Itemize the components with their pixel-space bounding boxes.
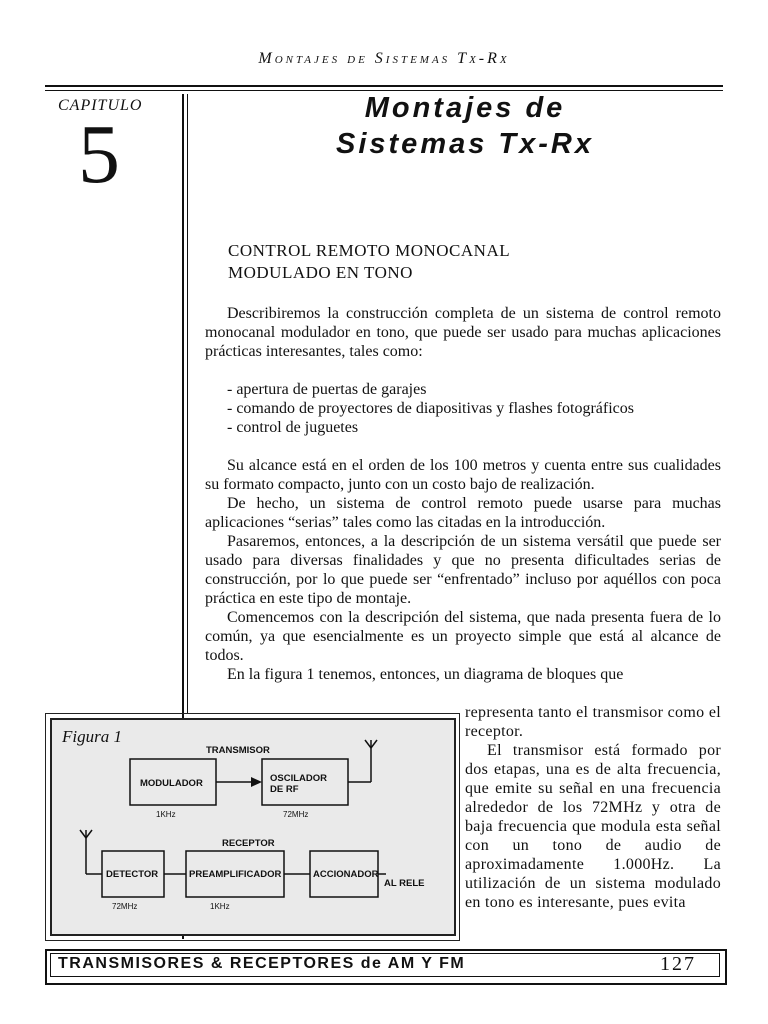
tx-freq-1khz: 1KHz — [156, 810, 176, 819]
paragraph-intro: Describiremos la construcción completa de un sistema de control remoto monocanal modulador en tono, que puede ser usado para muchas aplicaciones prácticas interesantes, tales como: — [205, 305, 721, 360]
paragraph-4: Comencemos con la descripción del sistema, que nada presenta fuera de lo común, ya que esencialmente es un proyecto simple que está al alcance de todos. — [205, 609, 721, 664]
chapter-label: CAPITULO — [58, 97, 143, 114]
list-item: - apertura de puertas de garajes — [227, 381, 427, 398]
body-text-block — [205, 304, 721, 684]
running-head-text: Montajes de Sistemas Tx-Rx — [258, 50, 510, 67]
header-rule — [45, 85, 723, 87]
paragraph-1: Su alcance está en el orden de los 100 metros y cuenta entre sus cualidades su formato compacto, junto con un costo bajo de realización. — [205, 457, 721, 493]
page-number: 127 — [660, 953, 696, 975]
receptor-label: RECEPTOR — [222, 838, 275, 849]
book-title: TRANSMISORES & RECEPTORES de AM Y FM — [58, 955, 466, 972]
rx-freq-1khz: 1KHz — [210, 902, 230, 911]
block-diagram — [50, 718, 452, 932]
running-head — [0, 50, 768, 68]
chapter-title-line2: Sistemas Tx-Rx — [336, 128, 594, 160]
chapter-number: 5 — [78, 108, 120, 201]
section-heading-line1: CONTROL REMOTO MONOCANAL — [228, 241, 511, 260]
section-heading-line2: MODULADO EN TONO — [228, 263, 413, 282]
oscilador-label-line2: DE RF — [270, 784, 299, 795]
paragraph-2: De hecho, un sistema de control remoto puede usarse para muchas aplicaciones “serias” tales como las citadas en la introducción. — [205, 495, 721, 531]
transmisor-label: TRANSMISOR — [206, 745, 270, 756]
right-column-text — [465, 703, 721, 912]
rx-freq-72mhz: 72MHz — [112, 902, 138, 911]
paragraph-6: El transmisor está formado por dos etapas, una es de alta frecuencia, que emite su señal en una frecuencia alrededor de los 72MHz y otra de baja frecuencia que modula esta señal con un tono de audio de aproximadamente 1.000Hz. La utilización de un sistema modulado en tono es interesante, pues evita — [465, 742, 721, 911]
paragraph-5-start: En la figura 1 tenemos, entonces, un diagrama de bloques que — [227, 666, 624, 683]
preamplificador-label: PREAMPLIFICADOR — [189, 869, 282, 880]
section-heading — [228, 240, 510, 284]
paragraph-3: Pasaremos, entonces, a la descripción de un sistema versátil que puede ser usado para diversas finalidades y que no presenta dificultades serias de construcción, por lo que puede ser “enfrentado” incluso por aquéllos con poca práctica en este tipo de montaje. — [205, 533, 721, 607]
list-item: - control de juguetes — [227, 419, 359, 436]
figure-label: Figura 1 — [62, 727, 122, 746]
list-item: - comando de proyectores de diapositivas y flashes fotográficos — [227, 400, 634, 417]
tx-freq-72mhz: 72MHz — [283, 810, 309, 819]
paragraph-5-rest: representa tanto el transmisor como el receptor. — [465, 704, 721, 740]
oscilador-label-line1: OSCILADOR — [270, 773, 327, 784]
modulador-label: MODULADOR — [140, 778, 203, 789]
chapter-title — [300, 90, 630, 162]
accionador-label: ACCIONADOR — [313, 869, 379, 880]
margin-divider-thin — [187, 94, 188, 714]
application-list — [205, 380, 721, 437]
arrow-icon — [251, 777, 262, 787]
detector-label: DETECTOR — [106, 869, 159, 880]
al-rele-label: AL RELE — [384, 878, 425, 889]
chapter-title-line1: Montajes de — [364, 92, 566, 124]
